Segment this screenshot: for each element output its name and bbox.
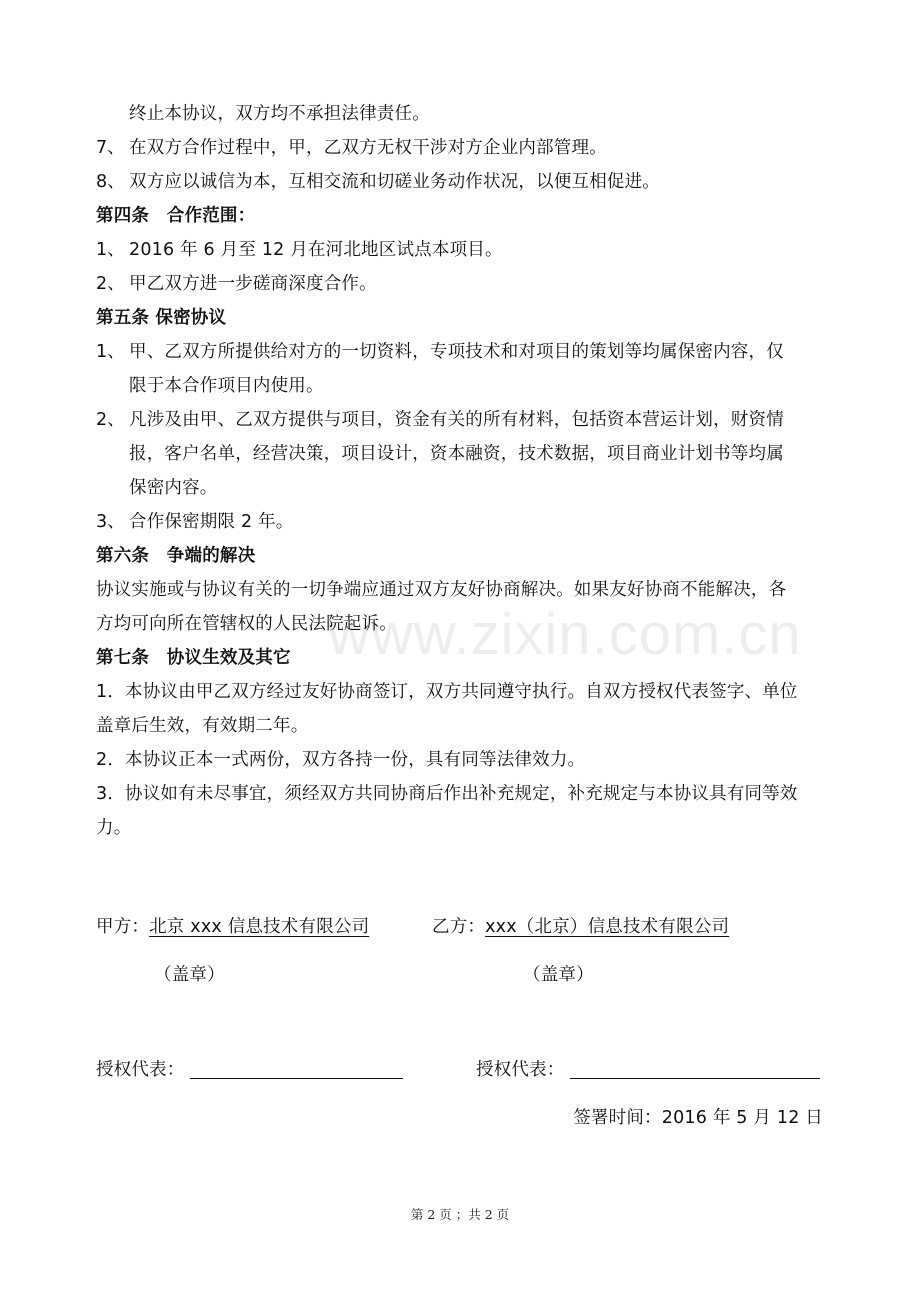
article-6-paragraph-line-1: 协议实施或与协议有关的一切争端应通过双方友好协商解决。如果友好协商不能解决，各 [96,580,787,600]
article-5-item-2-line-3: 保密内容。 [129,478,218,498]
article-4-item-1: 2016 年 6 月至 12 月在河北地区试点本项目。 [129,240,503,260]
list-number: 7、 [96,138,125,158]
page-footer: 第 2 页 ；共 2 页 [410,1207,510,1222]
party-b-label: 乙方： [432,917,486,937]
article-4-item-2: 甲乙双方进一步磋商深度合作。 [129,274,377,294]
party-b-name: xxx（北京）信息技术有限公司 [485,917,730,937]
article-6-paragraph-line-2: 方均可向所在管辖权的人民法院起诉。 [96,614,397,634]
party-b-seal: （盖章） [523,965,594,985]
signing-date: 签署时间：2016 年 5 月 12 日 [573,1108,823,1128]
article-7-heading: 第七条 协议生效及其它 [96,648,291,668]
party-b [432,915,729,939]
party-a-label: 甲方： [96,917,150,937]
article-5-item-2-line-1: 凡涉及由甲、乙双方提供与项目，资金有关的所有材料，包括资本营运计划，财资情 [129,410,784,430]
list-number: 2、 [96,410,125,430]
party-a-seal: （盖章） [154,965,225,985]
clause-continuation: 终止本协议，双方均不承担法律责任。 [129,104,430,124]
article-6-heading: 第六条 争端的解决 [96,546,256,566]
clause-item-7: 在双方合作过程中，甲，乙双方无权干涉对方企业内部管理。 [129,138,607,158]
list-number: 2、 [96,274,125,294]
party-b-signature-line[interactable] [570,1078,820,1079]
party-a-name: 北京 xxx 信息技术有限公司 [149,917,370,937]
article-7-item-2: 2．本协议正本一式两份，双方各持一份，具有同等法律效力。 [96,750,586,770]
party-b-rep-label: 授权代表： [476,1060,565,1080]
article-5-item-2-line-2: 报，客户名单，经营决策，项目设计，资本融资，技术数据，项目商业计划书等均属 [129,444,784,464]
article-7-item-3-line-2: 力。 [96,818,132,838]
list-number: 8、 [96,172,125,192]
article-5-heading: 第五条 保密协议 [96,308,227,328]
article-7-item-3-line-1: 3．协议如有未尽事宜，须经双方共同协商后作出补充规定，补充规定与本协议具有同等效 [96,784,798,804]
list-number: 1、 [96,240,125,260]
list-number: 1、 [96,342,125,362]
clause-item-8: 双方应以诚信为本，互相交流和切磋业务动作状况，以便互相促进。 [129,172,660,192]
watermark-text: www.zixin.com.cn [328,602,802,667]
article-4-heading: 第四条 合作范围： [96,206,256,226]
party-a-rep-label: 授权代表： [96,1060,185,1080]
party-a [96,915,369,939]
list-number: 3、 [96,512,125,532]
article-5-item-3: 合作保密期限 2 年。 [129,512,294,532]
article-7-item-1-line-1: 1．本协议由甲乙双方经过友好协商签订，双方共同遵守执行。自双方授权代表签字、单位 [96,682,798,702]
article-5-item-1-line-2: 限于本合作项目内使用。 [129,376,324,396]
article-7-item-1-line-2: 盖章后生效，有效期二年。 [96,716,309,736]
article-5-item-1-line-1: 甲、乙双方所提供给对方的一切资料，专项技术和对项目的策划等均属保密内容，仅 [129,342,784,362]
party-a-signature-line[interactable] [190,1078,403,1079]
